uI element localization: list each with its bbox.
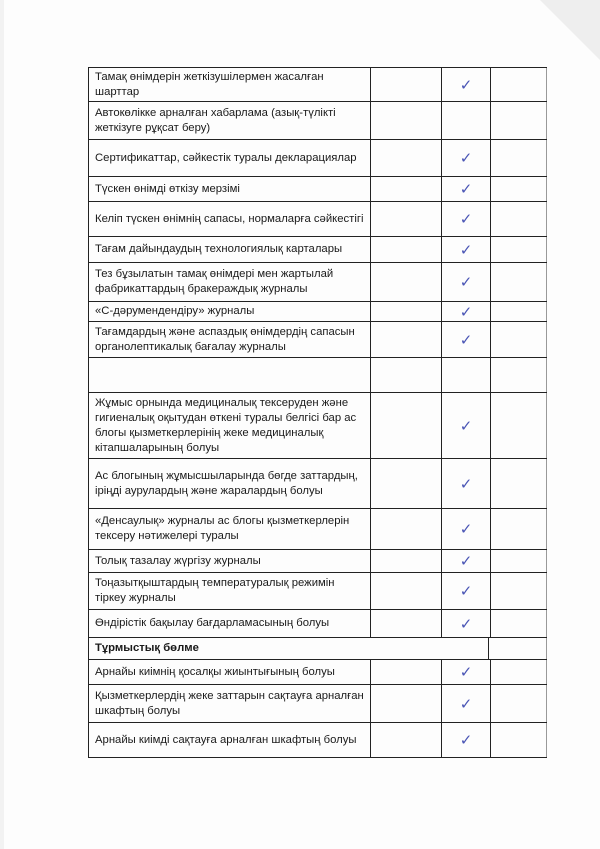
cell-empty — [491, 358, 547, 392]
check-cell — [442, 263, 491, 301]
cell-empty — [371, 610, 442, 637]
table-row — [89, 237, 547, 263]
requirement-text: Өндірістік бақылау бағдарламасының болуы — [89, 610, 371, 637]
cell-empty — [491, 685, 547, 722]
scan-edge — [0, 0, 4, 849]
checkmark-icon: ✓ — [459, 663, 473, 681]
cell-empty — [371, 459, 442, 508]
cell-empty — [371, 177, 442, 201]
requirement-text: «Денсаулық» журналы ас блогы қызметкерлерін тексеру нәтижелері туралы — [89, 509, 371, 549]
cell-empty — [371, 102, 442, 139]
cell-empty — [491, 723, 547, 757]
table-row — [89, 550, 547, 573]
requirement-text — [89, 358, 371, 392]
checkmark-icon: ✓ — [459, 474, 473, 493]
cell-empty — [491, 263, 547, 301]
section-header-row — [89, 638, 547, 660]
cell-empty — [371, 685, 442, 722]
check-cell — [442, 177, 491, 201]
requirement-text: Жұмыс орнында медициналық тексеруден және гигиеналық оқытудан өткені туралы белгісі бар ас блогы қызметкерлерінің жеке медициналық кітапшаларының болуы — [89, 393, 371, 458]
requirement-text: Арнайы киімді сақтауға арналған шкафтың болуы — [89, 723, 371, 757]
cell-empty — [371, 68, 442, 101]
table-row — [89, 67, 547, 102]
table-row — [89, 202, 547, 237]
cell-empty — [371, 393, 442, 458]
checkmark-icon: ✓ — [459, 731, 473, 749]
requirement-text: Автокөлікке арналған хабарлама (азық-түлікті жеткізуге рұқсат беру) — [89, 102, 371, 139]
checkmark-icon: ✓ — [459, 520, 473, 538]
cell-empty — [371, 140, 442, 176]
cell-empty — [371, 237, 442, 262]
table-row — [89, 358, 547, 393]
requirement-text: «С-дәрумендендіру» журналы — [89, 302, 371, 321]
checkmark-icon: ✓ — [459, 273, 473, 291]
cell-empty — [491, 202, 547, 236]
cell-empty — [491, 140, 547, 176]
table-row — [89, 723, 547, 758]
requirement-text: Түскен өнімді өткізу мерзімі — [89, 177, 371, 201]
table-row — [89, 393, 547, 459]
cell-empty — [371, 358, 442, 392]
cell-empty — [371, 263, 442, 301]
table-row — [89, 322, 547, 358]
cell-empty — [371, 550, 442, 572]
cell-empty — [491, 322, 547, 357]
requirement-text: Тағам дайындаудың технологиялық карталары — [89, 237, 371, 262]
cell-empty — [371, 302, 442, 321]
cell-empty — [491, 610, 547, 637]
checklist-table — [88, 67, 547, 758]
table-row — [89, 573, 547, 610]
check-cell — [442, 723, 491, 757]
checkmark-icon: ✓ — [459, 180, 473, 198]
cell-empty — [491, 393, 547, 458]
checkmark-icon: ✓ — [459, 210, 473, 228]
check-cell — [442, 573, 491, 609]
check-cell — [442, 322, 491, 357]
check-cell — [442, 685, 491, 722]
check-cell — [442, 610, 491, 637]
cell-empty — [371, 660, 442, 684]
cell-empty — [491, 550, 547, 572]
cell-empty — [491, 573, 547, 609]
requirement-text: Толық тазалау жүргізу журналы — [89, 550, 371, 572]
check-cell — [442, 237, 491, 262]
cell-empty — [491, 660, 547, 684]
check-cell — [442, 660, 491, 684]
check-cell — [442, 140, 491, 176]
table-row — [89, 302, 547, 322]
requirement-text: Тез бұзылатын тамақ өнімдері мен жартылай фабрикаттардың бракераждық журналы — [89, 263, 371, 301]
check-cell — [442, 68, 491, 101]
checkmark-icon: ✓ — [459, 240, 473, 259]
checkmark-icon: ✓ — [459, 416, 473, 435]
checkmark-icon: ✓ — [459, 582, 473, 600]
table-row — [89, 102, 547, 140]
table-row — [89, 263, 547, 302]
checkmark-icon: ✓ — [459, 330, 473, 349]
table-row — [89, 459, 547, 509]
cell-empty — [491, 177, 547, 201]
check-cell — [442, 550, 491, 572]
cell-empty — [491, 237, 547, 262]
cell-empty — [489, 638, 547, 659]
cell-empty — [491, 102, 547, 139]
cell-empty — [491, 509, 547, 549]
cell-empty — [371, 723, 442, 757]
cell-empty — [491, 302, 547, 321]
check-cell — [442, 202, 491, 236]
check-cell — [442, 393, 491, 458]
cell-empty — [371, 509, 442, 549]
table-row — [89, 140, 547, 177]
requirement-text: Арнайы киімнің қосалқы жиынтығының болуы — [89, 660, 371, 684]
cell-empty — [491, 459, 547, 508]
checkmark-icon: ✓ — [459, 75, 473, 94]
cell-empty — [371, 322, 442, 357]
section-title: Тұрмыстық бөлме — [89, 638, 489, 659]
requirement-text: Сертификаттар, сәйкестік туралы декларациялар — [89, 140, 371, 176]
check-cell — [442, 302, 491, 321]
table-row — [89, 610, 547, 638]
check-cell — [442, 358, 491, 392]
table-row — [89, 685, 547, 723]
table-row — [89, 509, 547, 550]
requirement-text: Тағамдардың және аспаздық өнімдердің сапасын органолептикалық бағалау журналы — [89, 322, 371, 357]
requirement-text: Тоңазытқыштардың температуралық режимін тіркеу журналы — [89, 573, 371, 609]
requirement-text: Ас блогының жұмысшыларында бөгде заттардың, іріңді аурулардың және жаралардың болуы — [89, 459, 371, 508]
requirement-text: Қызметкерлердің жеке заттарын сақтауға арналған шкафтың болуы — [89, 685, 371, 722]
check-cell — [442, 459, 491, 508]
check-cell — [442, 509, 491, 549]
checkmark-icon: ✓ — [459, 614, 473, 633]
checkmark-icon: ✓ — [459, 149, 473, 167]
requirement-text: Келіп түскен өнімнің сапасы, нормаларға сәйкестігі — [89, 202, 371, 236]
checkmark-icon: ✓ — [459, 694, 473, 713]
checkmark-icon: ✓ — [459, 552, 473, 570]
checkmark-icon: ✓ — [459, 302, 473, 321]
requirement-text: Тамақ өнімдерін жеткізушілермен жасалған шарттар — [89, 68, 371, 101]
cell-empty — [371, 202, 442, 236]
cell-empty — [491, 68, 547, 101]
table-row — [89, 177, 547, 202]
check-cell — [442, 102, 491, 139]
cell-empty — [371, 573, 442, 609]
page-fold — [540, 0, 600, 60]
table-row — [89, 660, 547, 685]
